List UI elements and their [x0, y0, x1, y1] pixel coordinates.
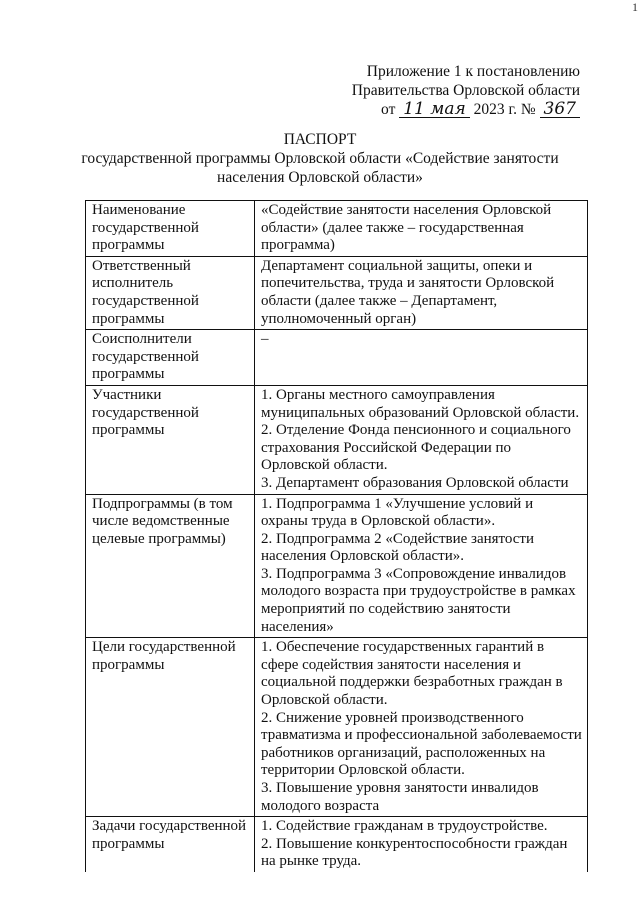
row-value-item: 2. Повышение конкурентоспособности граждан на рынке труда. — [261, 835, 568, 870]
appendix-line-2: Правительства Орловской области — [351, 82, 580, 99]
row-value-item: Департамент социальной защиты, опеки и попечительства, труда и занятости Орловской области (далее также – Департамент, уполномоченный орган) — [261, 257, 555, 327]
appendix-prefix: от — [381, 101, 396, 118]
table-row — [86, 330, 588, 386]
row-value — [255, 201, 588, 257]
row-value-item: 1. Обеспечение государственных гарантий в сфере содействия занятости населения и социальной поддержки безработных граждан в Орловской области. — [261, 639, 563, 709]
row-value — [255, 385, 588, 494]
row-label: Подпрограммы (в том числе ведомственные целевые программы) — [86, 494, 255, 638]
row-value-item: 3. Повышение уровня занятости инвалидов молодого возраста — [261, 780, 539, 814]
row-value-item: 1. Подпрограмма 1 «Улучшение условий и охраны труда в Орловской области». — [261, 495, 534, 530]
passport-table — [85, 200, 588, 891]
passport-subtitle: государственной программы Орловской области «Содействие занятости населения Орловской области» — [81, 150, 559, 186]
document-title — [0, 130, 640, 187]
row-value-item: – — [261, 331, 269, 348]
corner-mark: 1 — [632, 0, 638, 14]
row-value — [255, 330, 588, 386]
row-label: Цели государственной программы — [86, 638, 255, 817]
row-value — [255, 638, 588, 817]
page-bottom — [0, 872, 640, 905]
handwritten-date: 11 мая — [399, 102, 470, 118]
row-value-item: 1. Содействие гражданам в трудоустройстве. — [261, 818, 548, 835]
table-row — [86, 494, 588, 638]
row-value-item: 3. Департамент образования Орловской области — [261, 474, 569, 491]
row-label: Ответственный исполнитель государственной программы — [86, 256, 255, 329]
row-label: Соисполнители государственной программы — [86, 330, 255, 386]
table-row — [86, 638, 588, 817]
row-value-item: 2. Отделение Фонда пенсионного и социального страхования Российской Федерации по Орловской области. — [261, 422, 571, 474]
row-value — [255, 494, 588, 638]
appendix-header — [340, 62, 580, 119]
handwritten-number: 367 — [540, 102, 580, 118]
passport-heading: ПАСПОРТ — [283, 131, 357, 148]
row-value-item: 3. Подпрограмма 3 «Сопровождение инвалидов молодого возраста при трудоустройстве в рамках мероприятий по содействию занятости населения» — [261, 565, 576, 635]
row-label: Задачи государственной программы — [86, 817, 255, 890]
passport-table-body — [86, 201, 588, 891]
appendix-year: 2023 г. № — [473, 101, 536, 118]
row-value-item: 1. Органы местного самоуправления муниципальных образований Орловской области. — [261, 386, 580, 421]
appendix-date-line — [340, 100, 580, 119]
row-value — [255, 256, 588, 329]
row-label: Участники государственной программы — [86, 385, 255, 494]
table-row — [86, 256, 588, 329]
table-row — [86, 385, 588, 494]
row-value-item: 2. Подпрограмма 2 «Содействие занятости населения Орловской области». — [261, 530, 535, 565]
table-row — [86, 201, 588, 257]
row-value-item: 2. Снижение уровней производственного травматизма и профессиональной заболеваемости работников организаций, расположенных на территории Орловской области. — [261, 709, 582, 779]
row-label: Наименование государственной программы — [86, 201, 255, 257]
row-value-item: «Содействие занятости населения Орловской области» (далее также – государственная программа) — [261, 202, 552, 254]
appendix-line-1: Приложение 1 к постановлению — [366, 63, 580, 80]
